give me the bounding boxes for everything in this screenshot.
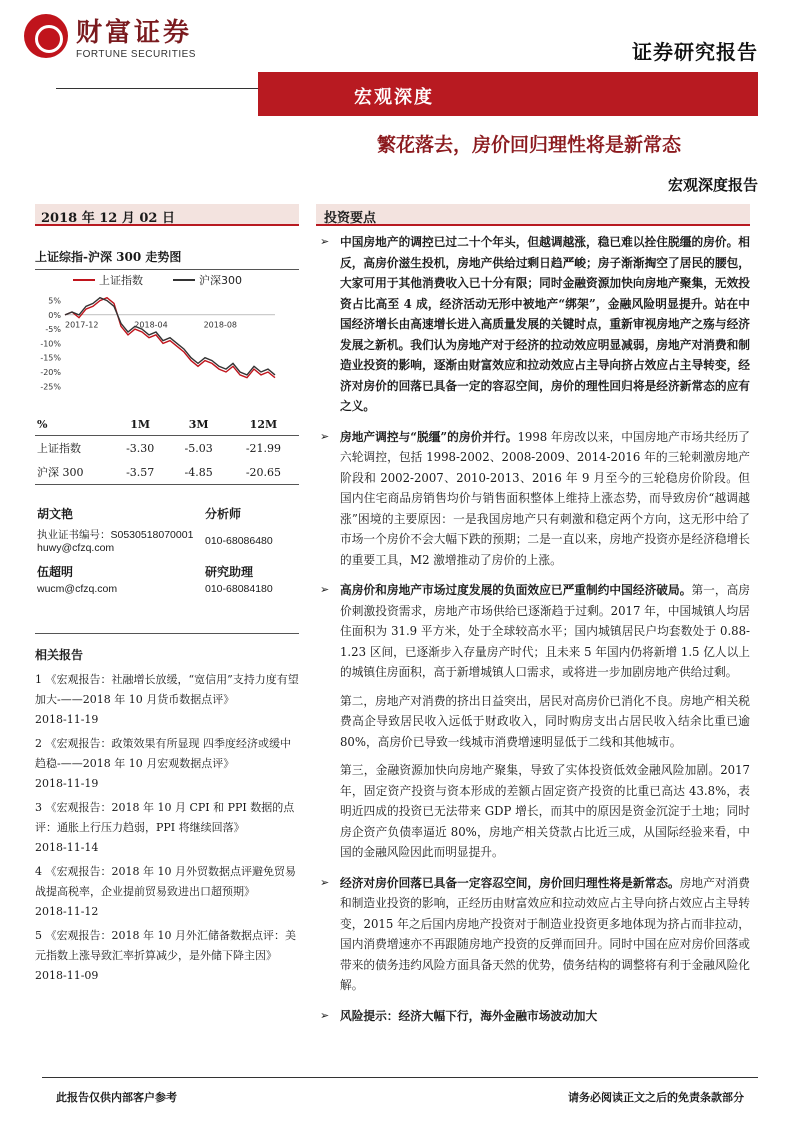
x-tick-label: 2018-08 — [203, 320, 238, 330]
table-row — [35, 460, 299, 485]
y-tick-label: 5% — [48, 296, 61, 306]
performance-table — [35, 414, 299, 485]
index-chart — [35, 270, 299, 400]
report-title: 繁花落去，房价回归理性将是新常态 — [376, 134, 681, 156]
table-row — [35, 436, 299, 461]
arrow-bullet-icon: ➢ — [320, 235, 330, 248]
list-item[interactable] — [35, 670, 299, 730]
assistant-email: wucm@cfzq.com — [37, 583, 118, 595]
analyst-role: 分析师 — [205, 507, 242, 521]
risk-warning-text: 风险提示：经济大幅下行，海外金融市场波动加大 — [340, 1008, 598, 1023]
key-point-lead: 经济对房价回落已具备一定容忍空间，房价回归理性将是新常态。 — [340, 875, 680, 890]
related-report-date: 2018-11-19 — [35, 777, 99, 790]
x-tick-label: 2017-12 — [65, 320, 99, 330]
key-point-text: 中国房地产的调控已过二十个年头，但越调越涨，稳已难以拴住脱缰的房价。相反，高房价滋生投机，房地产供给过剩日趋严峻；房子渐渐掏空了居民的腰包，大家可用于其他消费收入已十分有限；同时金融资源加快向房地产聚集，无效投资占比高至 4 成，经济活动无形中被地产“绑架”，金融风险明显提升。站在中国经济增长由高速增长进入高质量发展的关键时点，重新审视房地产之殇与经济发展之新机。我们认为房地产对于经济的拉动效应明显减弱，房地产对消费和制造业投资的影响，逐渐由财富效应和拉动效应占主导向挤占效应占主导转变，经济对房价的回落已具备一定的容忍空间，房价的理性回归将是经济新常态的应有之义。 — [340, 235, 750, 413]
key-point-2 — [316, 427, 750, 571]
arrow-bullet-icon: ➢ — [320, 583, 330, 596]
series-line-1 — [65, 298, 275, 375]
legend-label: 沪深300 — [199, 274, 242, 287]
related-reports-heading: 相关报告 — [35, 633, 299, 666]
company-logo — [24, 12, 204, 64]
key-point-lead: 高房价和房地产市场过度发展的负面效应已严重制约中国经济破局。 — [340, 583, 692, 597]
key-point-text: 1998 年房改以来，中国房地产市场共经历了六轮调控，包括 1998-2002、2008-2009、2014-2016 年的三轮刺激房地产阶段和 2002-2007、2010-2013、2016 年 9 月至今的三轮稳房价阶段。但国内住宅商品房销售均价与销售面积整体上维持上涨态势，而导致房价“越调越涨”困境的主要原因：一是我国房地产只有刺激和稳定两个方向，这无形中给了市场一个房价不会大幅下跌的预期；二是一直以来，房地产投资亦是经济稳增长的重要工具，M2 激增推动了房价的上涨。 — [340, 429, 750, 567]
perf-value-1m: -3.57 — [111, 460, 169, 485]
perf-value-1m: -3.30 — [126, 441, 155, 455]
perf-header-3m: 3M — [169, 414, 227, 436]
legend-label: 上证指数 — [99, 274, 143, 287]
key-points-heading: 投资要点 — [316, 204, 750, 226]
key-point-3 — [316, 580, 750, 683]
analyst-email: huwy@cfzq.com — [37, 542, 115, 554]
perf-value-3m: -5.03 — [184, 441, 213, 455]
perf-row-name: 上证指数 — [37, 442, 81, 455]
footer-divider — [42, 1077, 758, 1078]
footer-disclaimer: 请务必阅读正文之后的免责条款部分 — [568, 1091, 744, 1104]
index-chart-svg — [35, 270, 299, 400]
key-point-3-sub-2: 第二，房地产对消费的挤出日益突出，居民对高房价已消化不良。房地产相关税费高企导致居民收入远低于财政收入，同时购房支出占居民收入结余比重已逾 80%，高房价已导致一线城市消费增速明显低于二线和其他城市。 — [340, 693, 750, 749]
key-point-1 — [316, 232, 750, 417]
perf-row-name: 沪深 300 — [35, 460, 111, 485]
y-tick-label: -20% — [40, 368, 61, 377]
perf-value-3m: -4.85 — [169, 460, 227, 485]
assistant-phone: 010-68084180 — [205, 583, 273, 595]
logo-chinese-name: 财富证券 — [76, 18, 193, 48]
related-report-title: 3 《宏观报告：2018 年 10 月 CPI 和 PPI 数据的点评：通胀上行压力趋弱，PPI 将继续回落》 — [35, 801, 295, 834]
category-label: 宏观深度 — [354, 87, 434, 108]
key-points-section — [316, 204, 750, 1026]
related-report-title: 5 《宏观报告：2018 年 10 月外汇储备数据点评：美元指数上涨导致汇率折算减少，是外储下降主因》 — [35, 929, 296, 962]
chart-title: 上证综指-沪深 300 走势图 — [35, 248, 299, 270]
related-report-title: 4 《宏观报告：2018 年 10 月外贸数据点评避免贸易战提高税率，企业提前贸易致进出口超预期》 — [35, 865, 296, 898]
list-item[interactable] — [35, 926, 299, 986]
key-point-3-sub-3: 第三，金融资源加快向房地产聚集，导致了实体投资低效金融风险加剧。2017 年，固定资产投资与资本形成的差额占固定资产投资的比重已高达 43.8%，表明近四成的投资已无法带来 GDP 增长，而其中的原因是资金沉淀于土地；同时房企资产负债率逼近 80%，房地产相关贷款占比近三成，从国际经验来看，中国的金融风险因此而明显提升。 — [340, 763, 750, 859]
key-point-lead: 房地产调控与“脱缰”的房价并行。 — [340, 429, 518, 444]
y-tick-label: 0% — [48, 310, 61, 320]
related-report-title: 1 《宏观报告：社融增长放缓，“宽信用”支持力度有望加大-——2018 年 10 月货币数据点评》 — [35, 673, 299, 706]
report-type: 证券研究报告 — [632, 40, 758, 64]
related-report-date: 2018-11-14 — [35, 841, 99, 854]
key-point-text: 房地产对消费和制造业投资的影响，正经历由财富效应和拉动效应占主导向挤占效应占主导转变，2015 年之后国内房地产投资对于制造业投资更多地体现为挤占而非拉动，国内消费增速亦不再跟随房地产投资的反弹而回升。同时中国在应对房价回落或带来的债务违约风险方面具备天然的优势，债务结构的调整将有利于金融风险化解。 — [340, 875, 750, 992]
arrow-bullet-icon: ➢ — [320, 429, 330, 443]
risk-warning — [316, 1006, 750, 1027]
key-point-text: 第一，高房价刺激投资需求，房地产市场供给已逐渐趋于过剩。2017 年，中国城镇人均居住面积为 31.9 平方米，处于全球较高水平；国内城镇居民户均套数处于 0.88-1.23 区间，已逐渐步入存量房产时代；且未来 5 年国内仍将新增 1.5 亿人以上的城镇住房面积，高于新增城镇人口需求，或将进一步加剧房地产供给过剩。 — [340, 583, 750, 679]
related-report-title: 2 《宏观报告：政策效果有所显现 四季度经济或缓中趋稳-——2018 年 10 月宏观数据点评》 — [35, 737, 291, 770]
seal-icon — [24, 14, 68, 58]
list-item[interactable] — [35, 798, 299, 858]
related-report-date: 2018-11-12 — [35, 905, 99, 918]
perf-value-12m: -20.65 — [228, 460, 299, 485]
assistant-name: 伍超明 — [37, 565, 74, 579]
analyst-name: 胡文艳 — [37, 507, 74, 521]
report-date: 2018 年 12 月 02 日 — [35, 204, 299, 226]
y-tick-label: -25% — [40, 382, 61, 392]
related-report-date: 2018-11-19 — [35, 713, 99, 726]
arrow-bullet-icon: ➢ — [320, 1008, 330, 1022]
analyst-contacts — [35, 505, 299, 623]
list-item[interactable] — [35, 734, 299, 794]
related-reports-list — [35, 670, 299, 986]
x-tick-label: 2018-04 — [134, 320, 168, 330]
analyst-license: 执业证书编号：S0530518070001 — [37, 529, 194, 541]
y-tick-label: -15% — [40, 353, 61, 363]
y-tick-label: -5% — [45, 325, 61, 335]
left-sidebar — [35, 204, 299, 990]
y-tick-label: -10% — [40, 339, 61, 349]
list-item[interactable] — [35, 862, 299, 922]
arrow-bullet-icon: ➢ — [320, 875, 330, 889]
category-band — [258, 72, 758, 116]
logo-english-name: FORTUNE SECURITIES — [76, 49, 196, 60]
related-report-date: 2018-11-09 — [35, 969, 99, 982]
performance-header-row — [35, 414, 299, 436]
report-subtype: 宏观深度报告 — [667, 176, 758, 194]
perf-header-12m: 12M — [228, 414, 299, 436]
perf-value-12m: -21.99 — [245, 441, 282, 455]
perf-header-1m: 1M — [111, 414, 169, 436]
key-point-4 — [316, 873, 750, 996]
perf-header-unit: % — [35, 414, 111, 436]
assistant-role: 研究助理 — [205, 565, 254, 579]
footer-note: 此报告仅供内部客户参考 — [56, 1091, 177, 1104]
analyst-phone: 010-68086480 — [205, 535, 273, 547]
